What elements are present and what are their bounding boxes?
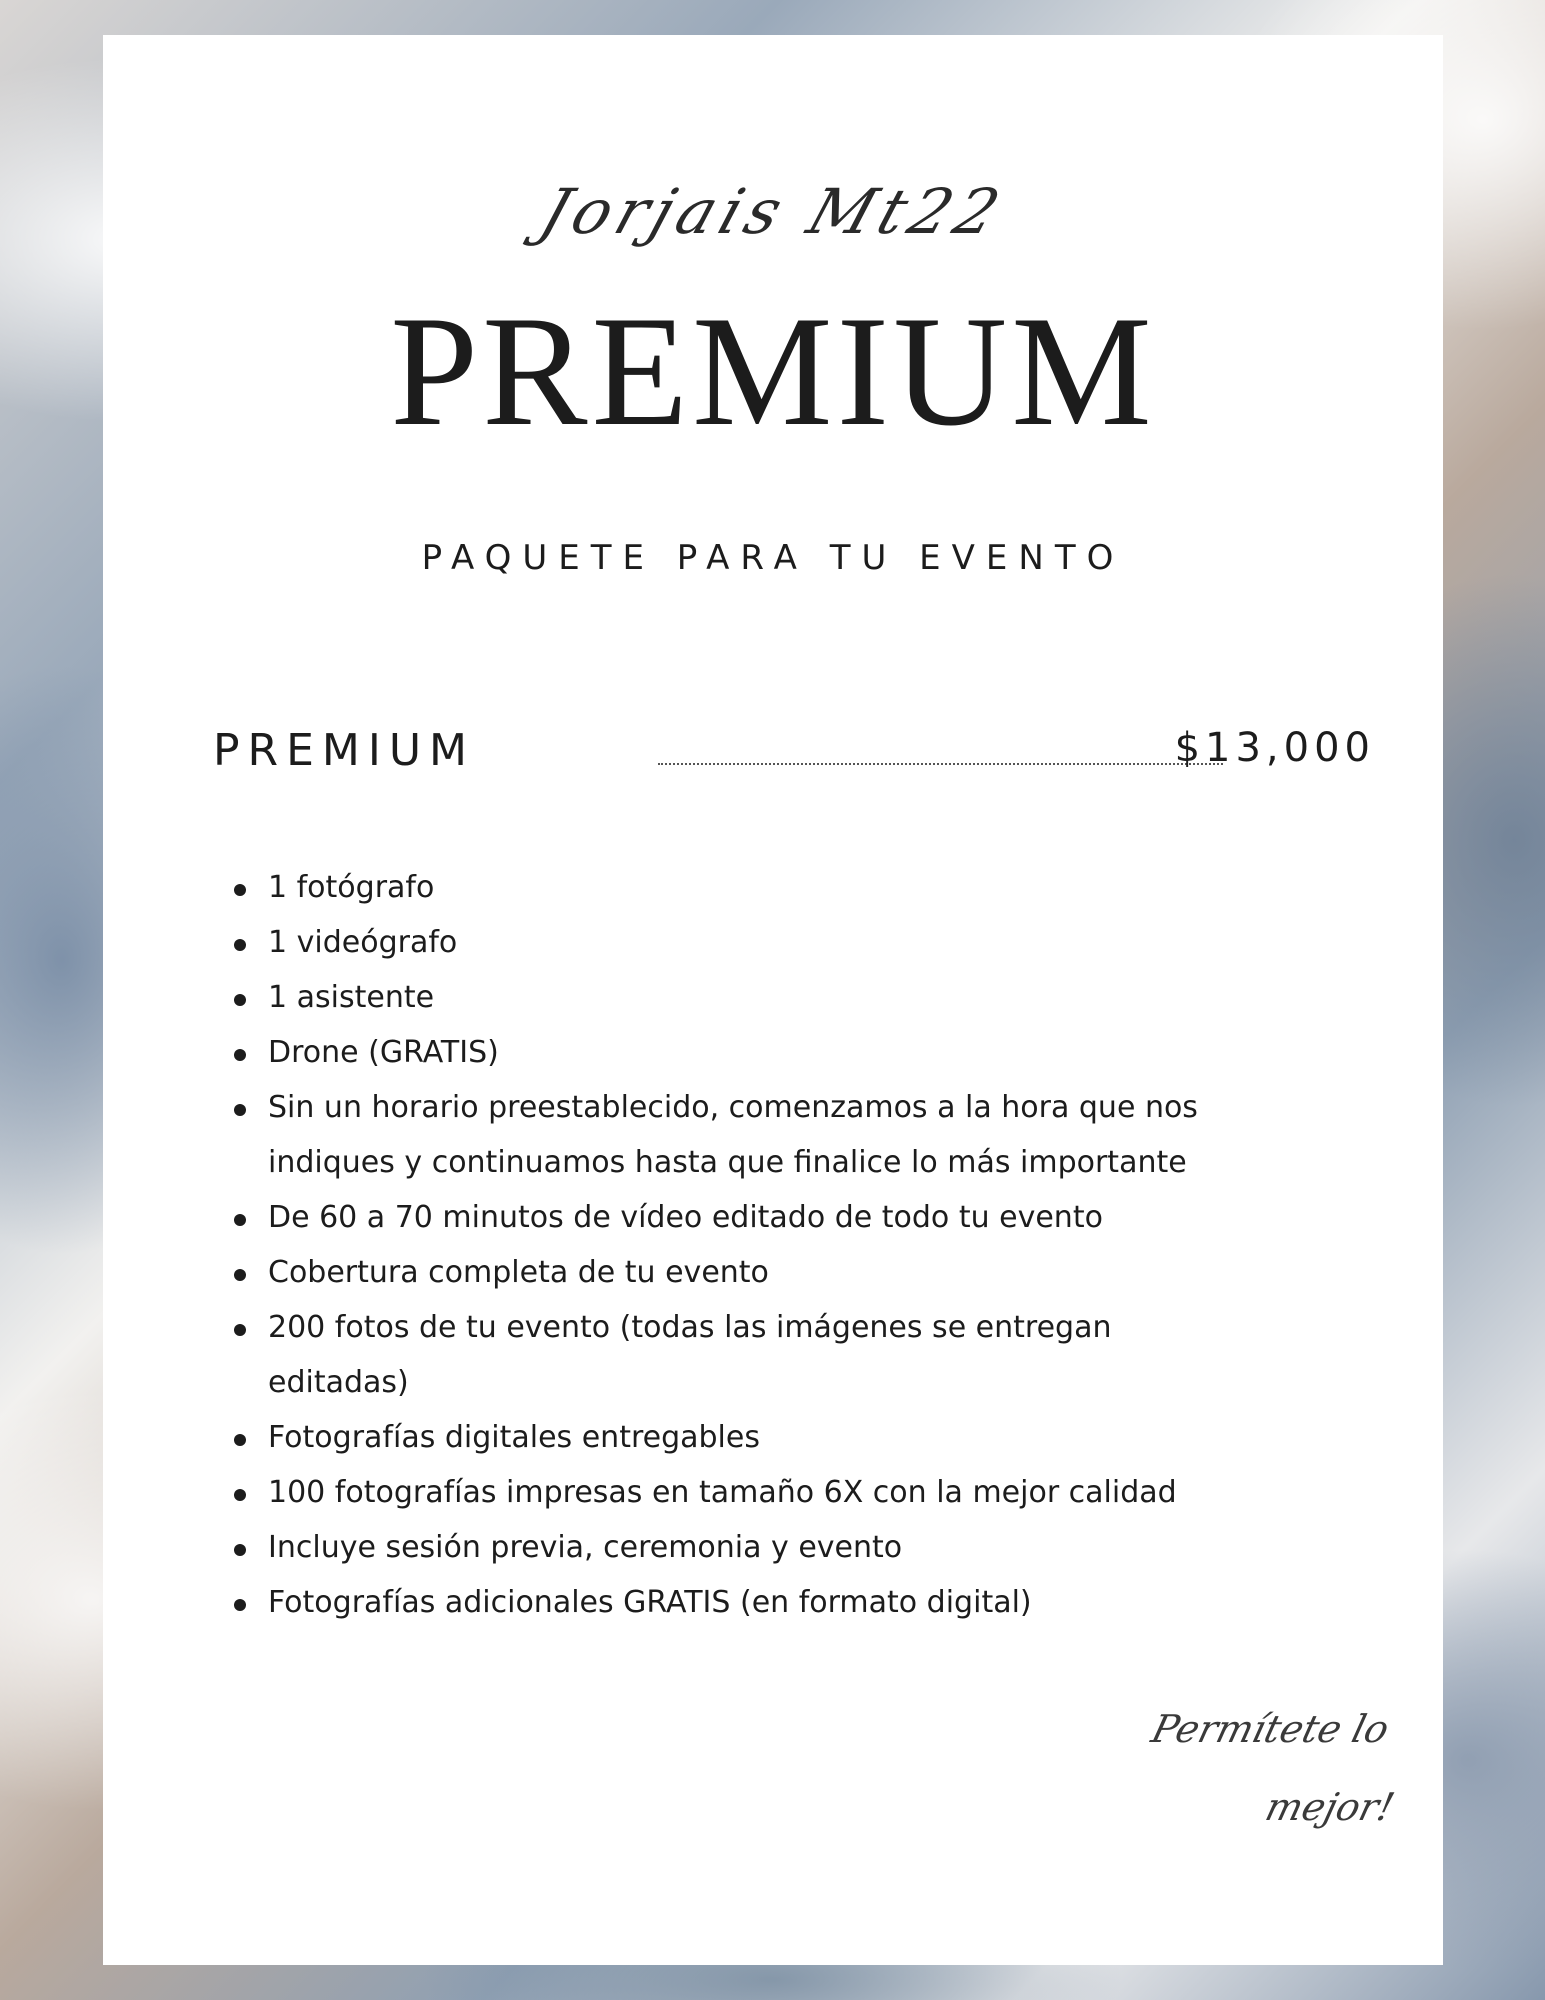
list-item — [268, 1465, 1238, 1520]
page-subtitle: PAQUETE PARA TU EVENTO — [421, 538, 1125, 578]
bullet-icon — [234, 1434, 246, 1446]
feature-text: 200 fotos de tu evento (todas las imágenes se entregan editadas) — [268, 1310, 1112, 1400]
list-item — [268, 1080, 1238, 1190]
feature-text: 1 videógrafo — [268, 925, 458, 960]
list-item — [268, 1300, 1238, 1410]
tagline — [1104, 1690, 1443, 1846]
bullet-icon — [234, 1599, 246, 1611]
price-card — [103, 35, 1443, 1965]
list-item — [268, 970, 1238, 1025]
bullet-icon — [234, 884, 246, 896]
feature-text: 100 fotografías impresas en tamaño 6X con la mejor calidad — [268, 1475, 1177, 1510]
bullet-icon — [234, 1049, 246, 1061]
feature-text: De 60 a 70 minutos de vídeo editado de todo tu evento — [268, 1200, 1103, 1235]
list-item — [268, 1410, 1238, 1465]
feature-text: Fotografías adicionales GRATIS (en formato digital) — [268, 1585, 1032, 1620]
bullet-icon — [234, 1544, 246, 1556]
package-price-row — [213, 725, 1375, 785]
feature-text: Incluye sesión previa, ceremonia y evento — [268, 1530, 903, 1565]
bullet-icon — [234, 1489, 246, 1501]
feature-text: Cobertura completa de tu evento — [268, 1255, 769, 1290]
list-item — [268, 1520, 1238, 1575]
list-item — [268, 1575, 1238, 1630]
bullet-icon — [234, 994, 246, 1006]
list-item — [268, 915, 1238, 970]
tagline-line-2: mejor! — [1261, 1785, 1399, 1829]
brand-signature: Jorjais Mt22 — [531, 175, 1015, 248]
page-title: PREMIUM — [390, 284, 1156, 459]
bullet-icon — [234, 939, 246, 951]
feature-text: Sin un horario preestablecido, comenzamos a la hora que nos indiques y continuamos hasta que finalice lo más importante — [268, 1090, 1198, 1180]
list-item — [268, 1025, 1238, 1080]
feature-text: 1 asistente — [268, 980, 435, 1015]
package-name: PREMIUM — [213, 725, 476, 776]
feature-text: Drone (GRATIS) — [268, 1035, 499, 1070]
bullet-icon — [234, 1214, 246, 1226]
feature-text: 1 fotógrafo — [268, 870, 435, 905]
tagline-line-1: Permítete lo — [1147, 1707, 1394, 1751]
list-item — [268, 860, 1238, 915]
list-item — [268, 1190, 1238, 1245]
feature-text: Fotografías digitales entregables — [268, 1420, 760, 1455]
bullet-icon — [234, 1324, 246, 1336]
dotted-leader — [658, 763, 1223, 765]
list-item — [268, 1245, 1238, 1300]
feature-list — [268, 860, 1238, 1630]
package-price: $13,000 — [1174, 725, 1375, 771]
bullet-icon — [234, 1104, 246, 1116]
bullet-icon — [234, 1269, 246, 1281]
